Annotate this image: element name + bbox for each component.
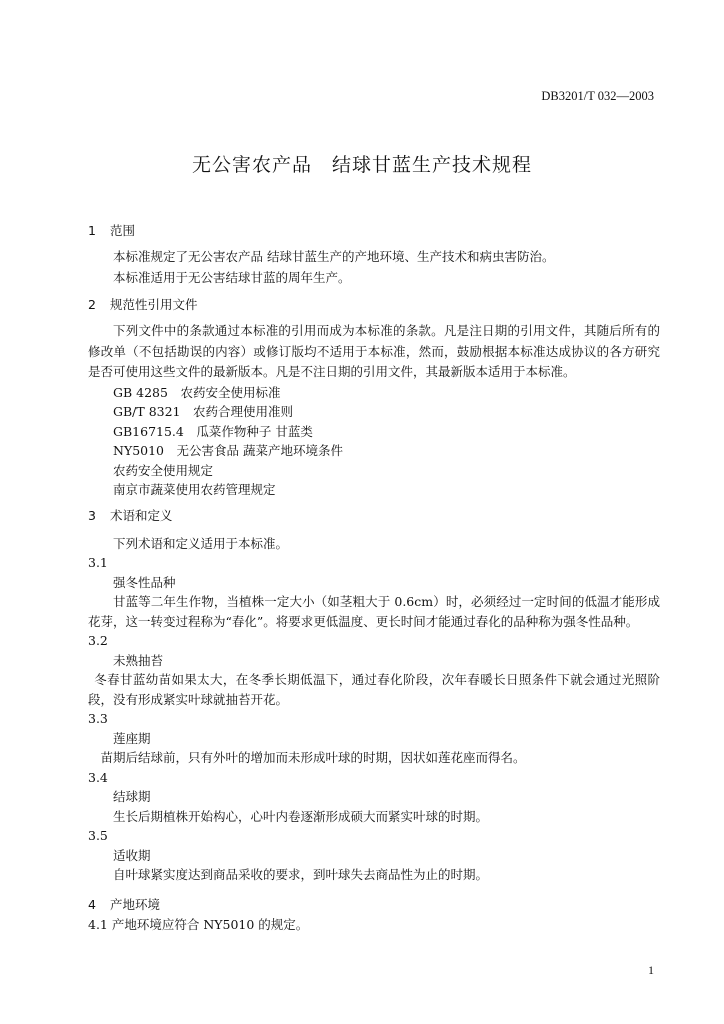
clause-number: 3.4 <box>88 769 108 785</box>
reference-list <box>88 383 660 500</box>
page-number: 1 <box>648 963 654 977</box>
section-1 <box>88 222 660 287</box>
section-heading: 2 规范性引用文件 <box>88 297 198 312</box>
standard-code: DB3201/T 032—2003 <box>541 89 654 103</box>
paragraph: 下列文件中的条款通过本标准的引用而成为本标准的条款。凡是注日期的引用文件，其随后所有的修改单（不包括勘误的内容）或修订版均不适用于本标准，然而，鼓励根据本标准达成协议的各方研究是否可使用这些文件的最新版本。凡是不注日期的引用文件，其最新版本适用于本标准。 <box>88 323 660 379</box>
reference-item: GB16715.4 瓜菜作物种子 甘蓝类 <box>113 423 313 439</box>
term-heading: 结球期 <box>113 789 151 804</box>
reference-item: GB/T 8321 农药合理使用准则 <box>113 404 294 419</box>
term-heading: 适收期 <box>113 847 151 863</box>
term-heading: 未熟抽苔 <box>113 652 164 668</box>
section-3 <box>88 506 660 885</box>
section-heading: 4 产地环境 <box>88 897 161 912</box>
paragraph: 本标准适用于无公害结球甘蓝的周年生产。 <box>113 270 351 285</box>
paragraph: 本标准规定了无公害农产品 结球甘蓝生产的产地环境、生产技术和病虫害防治。 <box>113 249 555 264</box>
term-definition: 自叶球紧实度达到商品采收的要求，到叶球失去商品性为止的时期。 <box>113 867 489 882</box>
term-heading: 强冬性品种 <box>113 574 176 590</box>
section-2 <box>88 296 660 500</box>
clause-number: 3.3 <box>88 711 108 726</box>
clause-number: 3.2 <box>88 633 108 648</box>
term-definition: 生长后期植株开始构心，心叶内卷逐渐形成硕大而紧实叶球的时期。 <box>113 808 489 824</box>
term-definition: 甘蓝等二年生作物，当植株一定大小（如茎粗大于 0.6cm）时，必须经过一定时间的低温才能形成花芽，这一转变过程称为“春化”。将要求更低温度、更长时间才能通过春化的品种称为强冬性品种。 <box>88 594 660 629</box>
clause-number: 3.1 <box>88 555 108 570</box>
term-definition: 冬春甘蓝幼苗如果太大，在冬季长期低温下，通过春化阶段，次年春暖长日照条件下就会通过光照阶段，没有形成紧实叶球就抽苔开花。 <box>88 672 660 707</box>
section-heading: 3 术语和定义 <box>88 508 173 523</box>
section-4 <box>88 896 660 934</box>
reference-item: GB 4285 农药安全使用标准 <box>113 384 281 400</box>
term-definition: 苗期后结球前，只有外叶的增加而未形成叶球的时期，因状如莲花座而得名。 <box>100 750 526 765</box>
reference-item: 农药安全使用规定 <box>113 462 214 478</box>
document-title: 无公害农产品 结球甘蓝生产技术规程 <box>191 154 532 176</box>
reference-item: 南京市蔬菜使用农药管理规定 <box>113 482 276 497</box>
section-heading: 1 范围 <box>88 223 136 238</box>
reference-item: NY5010 无公害食品 蔬菜产地环境条件 <box>113 443 343 458</box>
clause-number: 3.5 <box>88 828 108 843</box>
term-heading: 莲座期 <box>113 730 151 746</box>
paragraph: 4.1 产地环境应符合 NY5010 的规定。 <box>88 917 309 932</box>
paragraph: 下列术语和定义适用于本标准。 <box>113 535 289 551</box>
